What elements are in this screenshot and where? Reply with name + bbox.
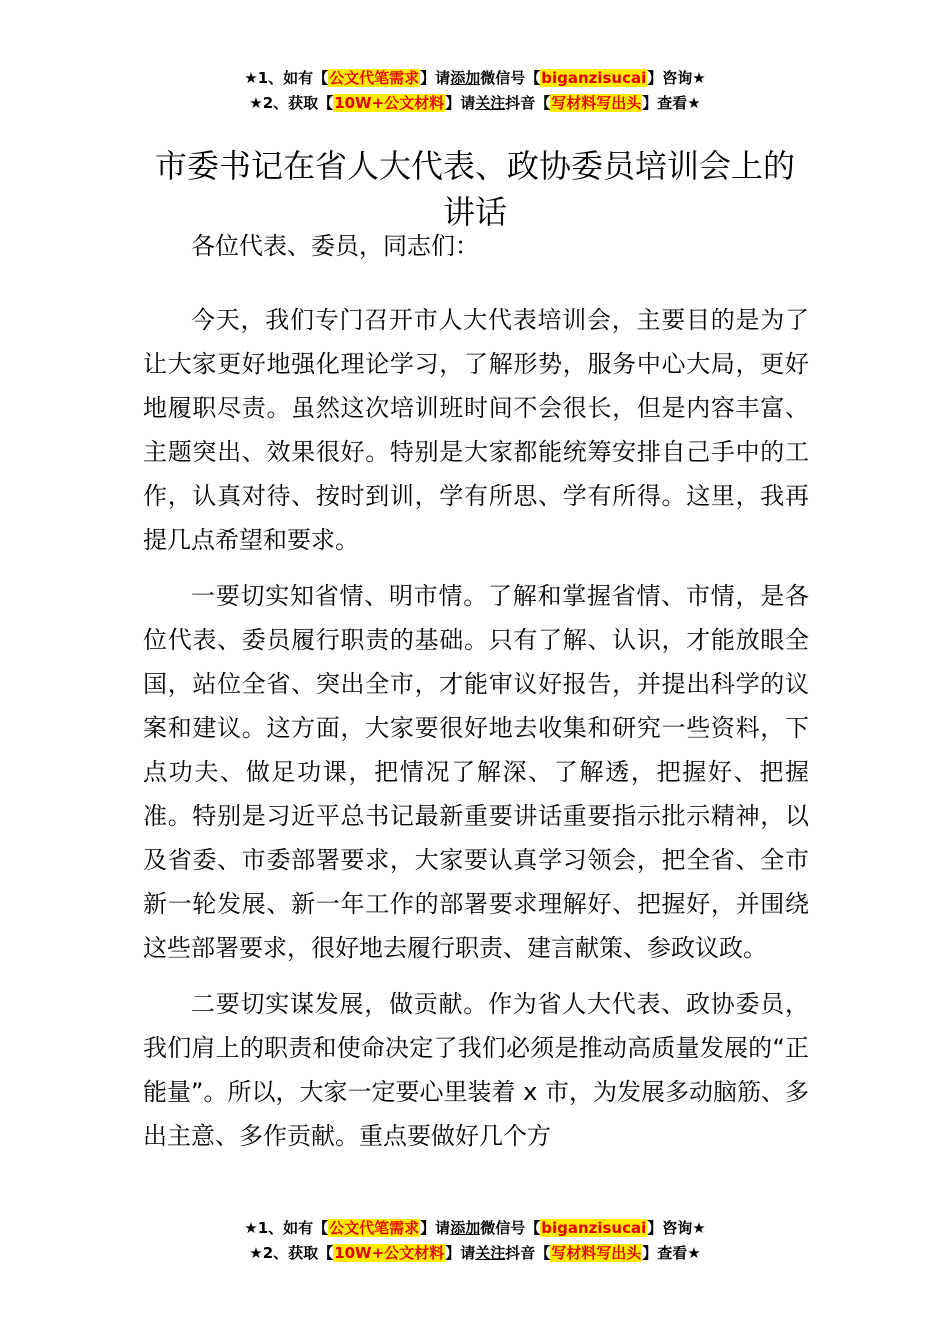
promo-underline: 添加: [450, 1219, 481, 1237]
promo-line-1: [0, 66, 950, 91]
promo-text: 】查看★: [642, 1244, 701, 1262]
document-body: [143, 224, 809, 1170]
promo-text: 抖音【: [505, 94, 551, 112]
paragraph-point-1: 一要切实知省情、明市情。了解和掌握省情、市情，是各位代表、委员履行职责的基础。只有了解、认识，才能放眼全国，站位全省、突出全市，才能审议好报告，并提出科学的议案和建议。这方面，大家要很好地去收集和研究一些资料，下点功夫、做足功课，把情况了解深、了解透，把握好、把握准。特别是习近平总书记最新重要讲话重要指示批示精神，以及省委、市委部署要求，大家要认真学习领会，把全省、全市新一轮发展、新一年工作的部署要求理解好、把握好，并围绕这些部署要求，很好地去履行职责、建言献策、参政议政。: [143, 582, 809, 962]
promo-text: ★1、如有【: [244, 69, 329, 87]
promo-highlight-douyin: 写材料写出头: [551, 94, 642, 112]
promo-line-2: [0, 1241, 950, 1266]
promo-text: ★2、获取【: [249, 1244, 334, 1262]
promo-text: 】请: [445, 94, 476, 112]
paragraph-intro: 今天，我们专门召开市人大代表培训会，主要目的是为了让大家更好地强化理论学习，了解形势，服务中心大局，更好地履职尽责。虽然这次培训班时间不会很长，但是内容丰富、主题突出、效果很好。特别是大家都能统筹安排自己手中的工作，认真对待、按时到训，学有所思、学有所得。这里，我再提几点希望和要求。: [143, 306, 809, 554]
promo-highlight: 10W+公文材料: [334, 94, 445, 112]
greeting: 各位代表、委员，同志们：: [191, 232, 479, 260]
promo-text: 微信号【: [480, 69, 541, 87]
promo-line-2: [0, 91, 950, 116]
promo-banner-bottom: [0, 1216, 950, 1266]
document-title: 市委书记在省人大代表、政协委员培训会上的讲话: [154, 147, 795, 232]
promo-text: 】咨询★: [647, 69, 706, 87]
promo-text: ★2、获取【: [249, 94, 334, 112]
promo-line-1: [0, 1216, 950, 1241]
promo-banner-top: [0, 66, 950, 116]
promo-highlight-wechat: biganzisucai: [541, 1219, 647, 1237]
paragraph-point-2: 二要切实谋发展，做贡献。作为省人大代表、政协委员，我们肩上的职责和使命决定了我们必须是推动高质量发展的“正能量”。所以，大家一定要心里装着 x 市，为发展多动脑筋、多出主意、多作贡献。重点要做好几个方: [143, 990, 809, 1150]
promo-text: 】查看★: [642, 94, 701, 112]
promo-underline: 添加: [450, 69, 481, 87]
promo-text: 微信号【: [480, 1219, 541, 1237]
promo-highlight-wechat: biganzisucai: [541, 69, 647, 87]
promo-highlight: 10W+公文材料: [334, 1244, 445, 1262]
promo-underline: 关注: [475, 1244, 506, 1262]
promo-text: ★1、如有【: [244, 1219, 329, 1237]
promo-underline: 关注: [475, 94, 506, 112]
promo-text: 抖音【: [505, 1244, 551, 1262]
promo-text: 】请: [445, 1244, 476, 1262]
promo-highlight: 公文代笔需求: [329, 1219, 420, 1237]
promo-highlight-douyin: 写材料写出头: [551, 1244, 642, 1262]
promo-text: 】请: [420, 1219, 451, 1237]
promo-text: 】请: [420, 69, 451, 87]
promo-highlight: 公文代笔需求: [329, 69, 420, 87]
promo-text: 】咨询★: [647, 1219, 706, 1237]
